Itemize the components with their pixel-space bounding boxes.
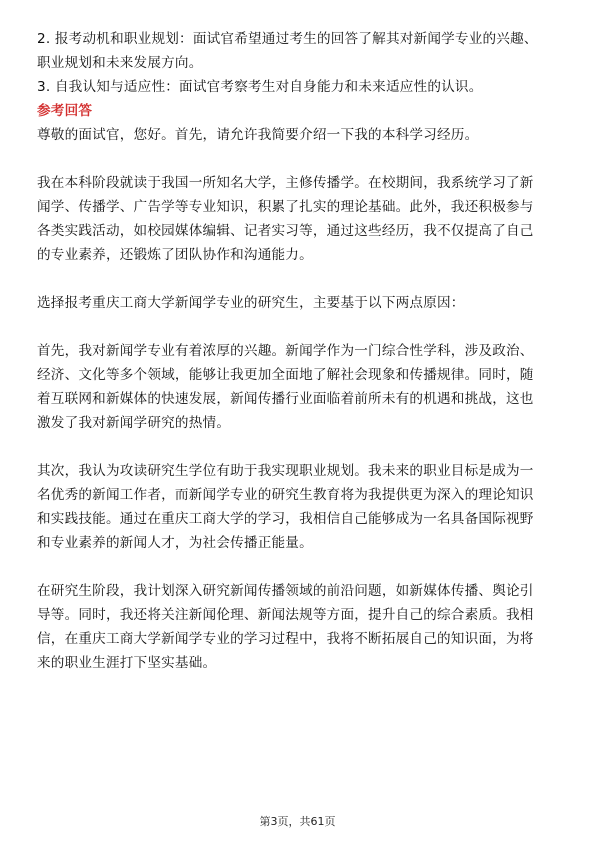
paragraph-5-line-3: 和实践技能。通过在重庆工商大学的学习，我相信自己能够成为一名具备国际视野 xyxy=(37,511,534,527)
paragraph-4-line-4: 激发了我对新闻学研究的热情。 xyxy=(37,415,231,431)
paragraph-4-line-3: 着互联网和新媒体的快速发展，新闻传播行业面临着前所未有的机遇和挑战，这也 xyxy=(37,391,534,407)
point-2-line-1: 2. 报考动机和职业规划：面试官希望通过考生的回答了解其对新闻学专业的兴趣、 xyxy=(37,31,538,47)
paragraph-2-line-3: 各类实践活动，如校园媒体编辑、记者实习等，通过这些经历，我不仅提高了自己 xyxy=(37,223,534,239)
paragraph-2-line-1: 我在本科阶段就读于我国一所知名大学，主修传播学。在校期间，我系统学习了新 xyxy=(37,175,534,191)
paragraph-5-line-4: 和专业素养的新闻人才，为社会传播正能量。 xyxy=(37,535,313,551)
paragraph-4-line-1: 首先，我对新闻学专业有着浓厚的兴趣。新闻学作为一门综合性学科，涉及政治、 xyxy=(37,343,534,359)
paragraph-1-line-1: 尊敬的面试官，您好。首先，请允许我简要介绍一下我的本科学习经历。 xyxy=(37,127,479,143)
paragraph-6-line-3: 信，在重庆工商大学新闻学专业的学习过程中，我将不断拓展自己的知识面，为将 xyxy=(37,631,534,647)
answer-heading: 参考回答 xyxy=(37,103,93,119)
paragraph-6-line-4: 来的职业生涯打下坚实基础。 xyxy=(37,655,217,671)
point-3-line-1: 3. 自我认知与适应性：面试官考察考生对自身能力和未来适应性的认识。 xyxy=(37,79,483,95)
paragraph-5-line-1: 其次，我认为攻读研究生学位有助于我实现职业规划。我未来的职业目标是成为一 xyxy=(37,463,534,479)
paragraph-2-line-2: 闻学、传播学、广告学等专业知识，积累了扎实的理论基础。此外，我还积极参与 xyxy=(37,199,534,215)
page-footer: 第3页，共61页 xyxy=(259,815,336,828)
paragraph-3-line-1: 选择报考重庆工商大学新闻学专业的研究生，主要基于以下两点原因： xyxy=(37,295,465,311)
paragraph-2-line-4: 的专业素养，还锻炼了团队协作和沟通能力。 xyxy=(37,247,313,263)
paragraph-4-line-2: 经济、文化等多个领域，能够让我更加全面地了解社会现象和传播规律。同时，随 xyxy=(37,367,534,383)
paragraph-6-line-1: 在研究生阶段，我计划深入研究新闻传播领域的前沿问题，如新媒体传播、舆论引 xyxy=(37,583,534,599)
paragraph-6-line-2: 导等。同时，我还将关注新闻伦理、新闻法规等方面，提升自己的综合素质。我相 xyxy=(37,607,534,623)
document-body xyxy=(37,27,559,675)
point-2-line-2: 职业规划和未来发展方向。 xyxy=(37,55,203,71)
paragraph-5-line-2: 名优秀的新闻工作者，而新闻学专业的研究生教育将为我提供更为深入的理论知识 xyxy=(37,487,534,503)
